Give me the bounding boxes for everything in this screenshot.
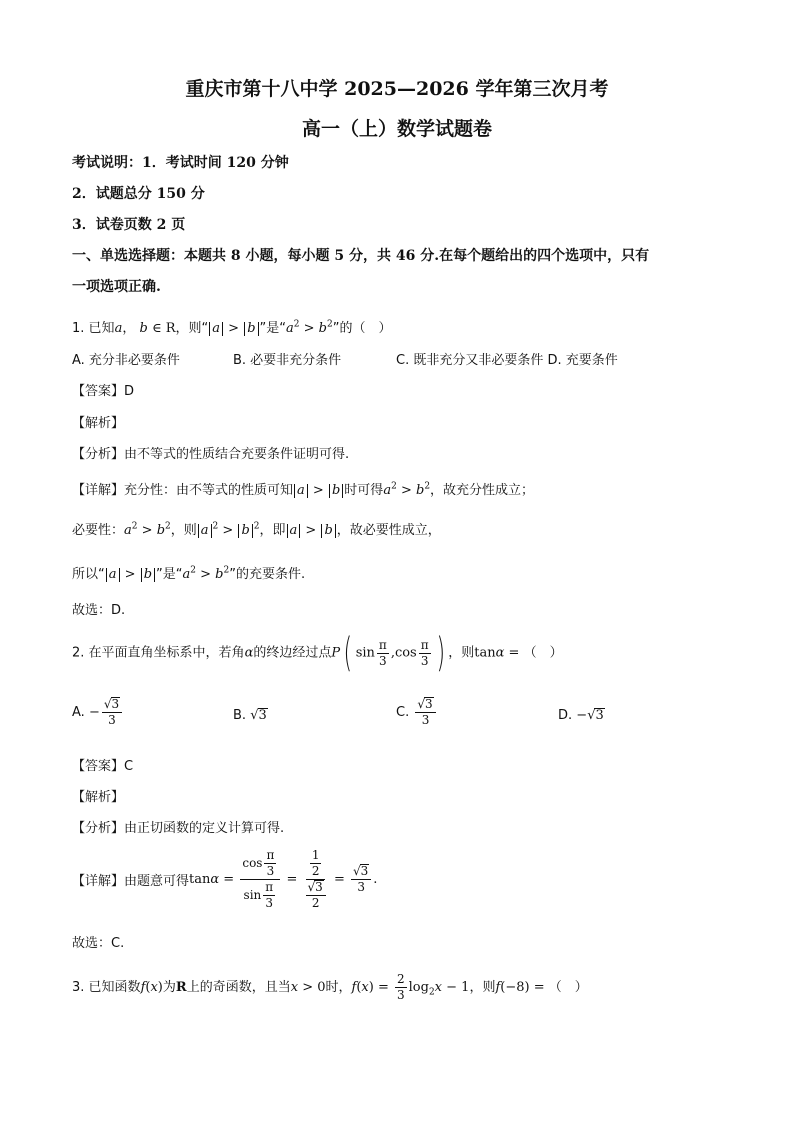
exam-note-3: 3．试卷页数 2 页 bbox=[72, 217, 186, 233]
analysis-label-1: 【解析】 bbox=[72, 416, 125, 431]
question-2-stem: 2. 在平面直角坐标系中，若角α的终边经过点P( sin $\frac{\pi}{3}$ ,cos $\frac{\pi}{3}$ ) ，则tanα = （ ） bbox=[72, 630, 563, 676]
choose-1: 故选：D. bbox=[72, 603, 126, 618]
q2-option-a: A. − $\frac{√3}{3}$ bbox=[72, 697, 124, 728]
q2-option-d: D. −√3 bbox=[558, 708, 604, 723]
exam-note-2: 2．试题总分 150 分 bbox=[72, 186, 205, 202]
option-c-d: C. 既非充分又非必要条件 D. 充要条件 bbox=[396, 353, 618, 368]
q2-option-c: C. $\frac{√3}{3}$ bbox=[396, 697, 438, 728]
xiangjie-1: 【详解】充分性：由不等式的性质可知 a > b 时可得$a^2 > b^2$，故充分性成立； bbox=[72, 481, 535, 498]
choose-2: 故选：C. bbox=[72, 936, 125, 951]
answer-1: 【答案】D bbox=[72, 384, 135, 399]
option-a: A. 充分非必要条件 bbox=[72, 353, 180, 368]
section-heading-cont: 一项选项正确. bbox=[72, 279, 161, 295]
page-title: 重庆市第十八中学 2025—2026 学年第三次月考 bbox=[185, 78, 609, 100]
option-b: B. 必要非充分条件 bbox=[233, 353, 342, 368]
question-1-stem: 1. 已知a， b ∈ R，则“ a > b ”是“$a^2 > b^2$”的（ ） bbox=[72, 319, 392, 336]
analysis-label-2: 【解析】 bbox=[72, 790, 125, 805]
q2-option-b: B. √3 bbox=[233, 708, 267, 723]
fenxi-2: 【分析】由正切函数的定义计算可得. bbox=[72, 821, 285, 836]
section-heading: 一、单选选择题：本题共 8 小题，每小题 5 分，共 46 分.在每个题给出的四个选项中，只有 bbox=[72, 248, 650, 264]
conclusion-1: 所以“ a > b ”是“$a^2 > b^2$”的充要条件. bbox=[72, 565, 306, 582]
fenxi-1: 【分析】由不等式的性质结合充要条件证明可得. bbox=[72, 447, 350, 462]
answer-2: 【答案】C bbox=[72, 759, 134, 774]
exam-note-1: 考试说明：1．考试时间 120 分钟 bbox=[72, 155, 289, 171]
xiangjie-2: 【详解】由题意可得tanα = cos $\frac{\pi}{3}$ sin $\frac{\pi}{3}$ = $\frac{\frac{1}{2}}{\frac{√3}{2}}$ = $\frac{√3}{3}$ . bbox=[72, 848, 378, 910]
page-subtitle: 高一（上）数学试题卷 bbox=[301, 118, 492, 140]
question-3-stem: 3. 已知函数f(x)为R上的奇函数，且当x > 0时，f(x) = $\frac{2}{3}$ $\log_2x - 1$，则f(−8) = （ ） bbox=[72, 972, 588, 1002]
necessity-1: 必要性：$a^2 > b^2$，则 a $^2$ > b $^2$，即 a > b ，故必要性成立， bbox=[72, 521, 441, 538]
